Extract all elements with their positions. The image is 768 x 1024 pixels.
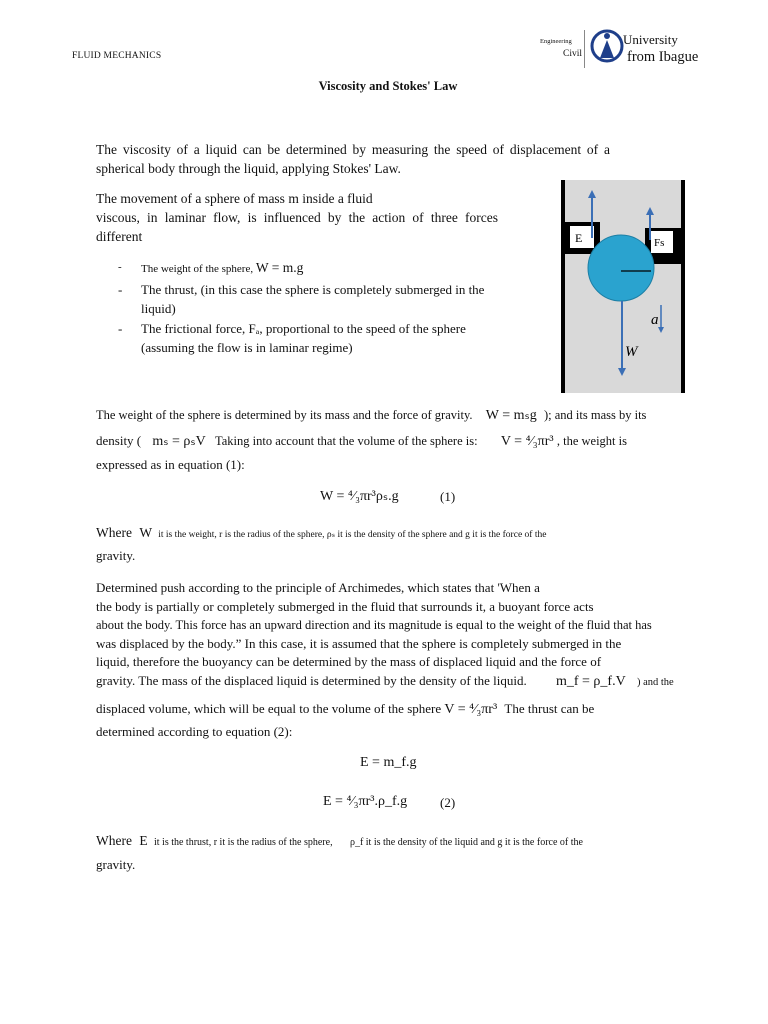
force-weight-text: The weight of the sphere,	[141, 263, 254, 275]
equation-2: E = ⁴⁄₃πr³.ρ_f.g	[323, 794, 408, 809]
weight-line-1	[96, 407, 696, 424]
university-logo-icon	[590, 28, 624, 64]
where-2-end: gravity.	[96, 857, 136, 872]
where-1-word: Where	[96, 525, 132, 540]
logo-civil-text: Civil	[563, 49, 583, 59]
displaced-volume-formula: V = ⁴⁄₃πr³	[444, 702, 498, 717]
archimedes-paragraph	[96, 579, 686, 692]
sphere	[588, 235, 654, 301]
forces-list	[118, 258, 503, 358]
archimedes-line: Determined push according to the principle of Archimedes, which states that 'When a	[96, 580, 540, 595]
label-E: E	[575, 231, 583, 245]
label-Fs: Fs	[654, 237, 665, 249]
weight-line-2	[96, 433, 696, 450]
where-1-line	[96, 525, 716, 541]
archimedes-line: was displaced by the body.” In this case, it is assumed that the sphere is completely submerged in the	[96, 635, 622, 651]
displaced-mass-formula: m_f = ρ_f.V	[555, 673, 626, 689]
equation-2-number: (2)	[440, 795, 456, 810]
archimedes-line: gravity. The mass of the displaced liquid is determined by the density of the liquid.	[96, 672, 527, 688]
volume-text: Taking into account that the volume of the sphere is:	[214, 434, 478, 448]
displaced-line	[96, 701, 686, 718]
archimedes-line: liquid, therefore the buoyancy can be determined by the mass of displaced liquid and the force of	[96, 654, 602, 669]
displaced-text: displaced volume, which will be equal to the volume of the sphere	[96, 701, 442, 716]
archimedes-line: the body is partially or completely submerged in the fluid that surrounds it, a buoyant force acts	[96, 598, 594, 614]
where-2-word: Where	[96, 833, 132, 848]
force-friction-text: The frictional force, Fₐ, proportional to the speed of the sphere (assuming the flow is in laminar regime)	[141, 321, 466, 355]
equation-thrust-mass: E = m_f.g	[360, 755, 417, 770]
weight-text-1: The weight of the sphere is determined by its mass and the force of gravity.	[96, 408, 473, 422]
list-item	[118, 280, 503, 318]
logo-university-text: University	[623, 32, 678, 47]
where-2-rest: it is the thrust, r it is the radius of the sphere,	[153, 837, 333, 848]
volume-formula: V = ⁴⁄₃πr³	[500, 434, 554, 449]
where-1-end: gravity.	[96, 548, 136, 563]
movement-line-2: viscous, in laminar flow, is influenced by the action of three forces different	[96, 210, 498, 244]
list-item	[118, 319, 503, 357]
logo-from-ibague-text: from Ibague	[627, 49, 699, 65]
equation-1-number: (1)	[440, 489, 456, 504]
equation-1: W = ⁴⁄₃πr³ρₛ.g	[320, 489, 399, 504]
weight-text-1-end: ); and its mass by its	[543, 408, 647, 422]
intro-paragraph: The viscosity of a liquid can be determined by measuring the speed of displacement of a spherical body through the liquid, applying Stokes' Law.	[96, 142, 610, 176]
label-a: a	[651, 312, 659, 328]
archimedes-line: about the body. This force has an upward direction and its magnitude is equal to the weight of the fluid that has	[96, 618, 652, 632]
where-2-symbol: E	[139, 833, 148, 848]
force-weight-formula: W = m.g	[255, 260, 304, 275]
page-title: Viscosity and Stokes' Law	[318, 79, 458, 93]
weight-text-2-end: , the weight is	[556, 434, 627, 448]
where-1-rest: it is the weight, r is the radius of the sphere, ρₛ it is the density of the sphere and g it is the force of the	[158, 530, 547, 540]
where-2-line	[96, 833, 716, 849]
density-text: density (	[96, 433, 142, 448]
archimedes-eq-end: ) and the	[636, 676, 674, 688]
label-W: W	[625, 344, 638, 360]
weight-line-3: expressed as in equation (1):	[96, 457, 245, 472]
container-right-wall	[681, 180, 685, 393]
logo-divider	[584, 30, 585, 68]
force-thrust-text: The thrust, (in this case the sphere is completely submerged in the liquid)	[141, 282, 485, 316]
thrust-line: determined according to equation (2):	[96, 724, 293, 739]
logo-engineering-text: Engineering	[540, 38, 572, 45]
weight-formula: W = mₛg	[485, 408, 537, 423]
where-2-rest-2: ρ_f it is the density of the liquid and g it is the force of the	[349, 837, 583, 848]
list-item	[118, 258, 503, 279]
where-1-symbol: W	[139, 525, 152, 540]
displaced-text-end: The thrust can be	[504, 701, 595, 716]
mass-formula: mₛ = ρₛV	[152, 434, 206, 449]
course-header: FLUID MECHANICS	[72, 51, 162, 61]
falling-sphere-diagram	[561, 180, 686, 393]
movement-line-1: The movement of a sphere of mass m inside a fluid	[96, 191, 373, 206]
container-left-wall	[561, 180, 565, 393]
